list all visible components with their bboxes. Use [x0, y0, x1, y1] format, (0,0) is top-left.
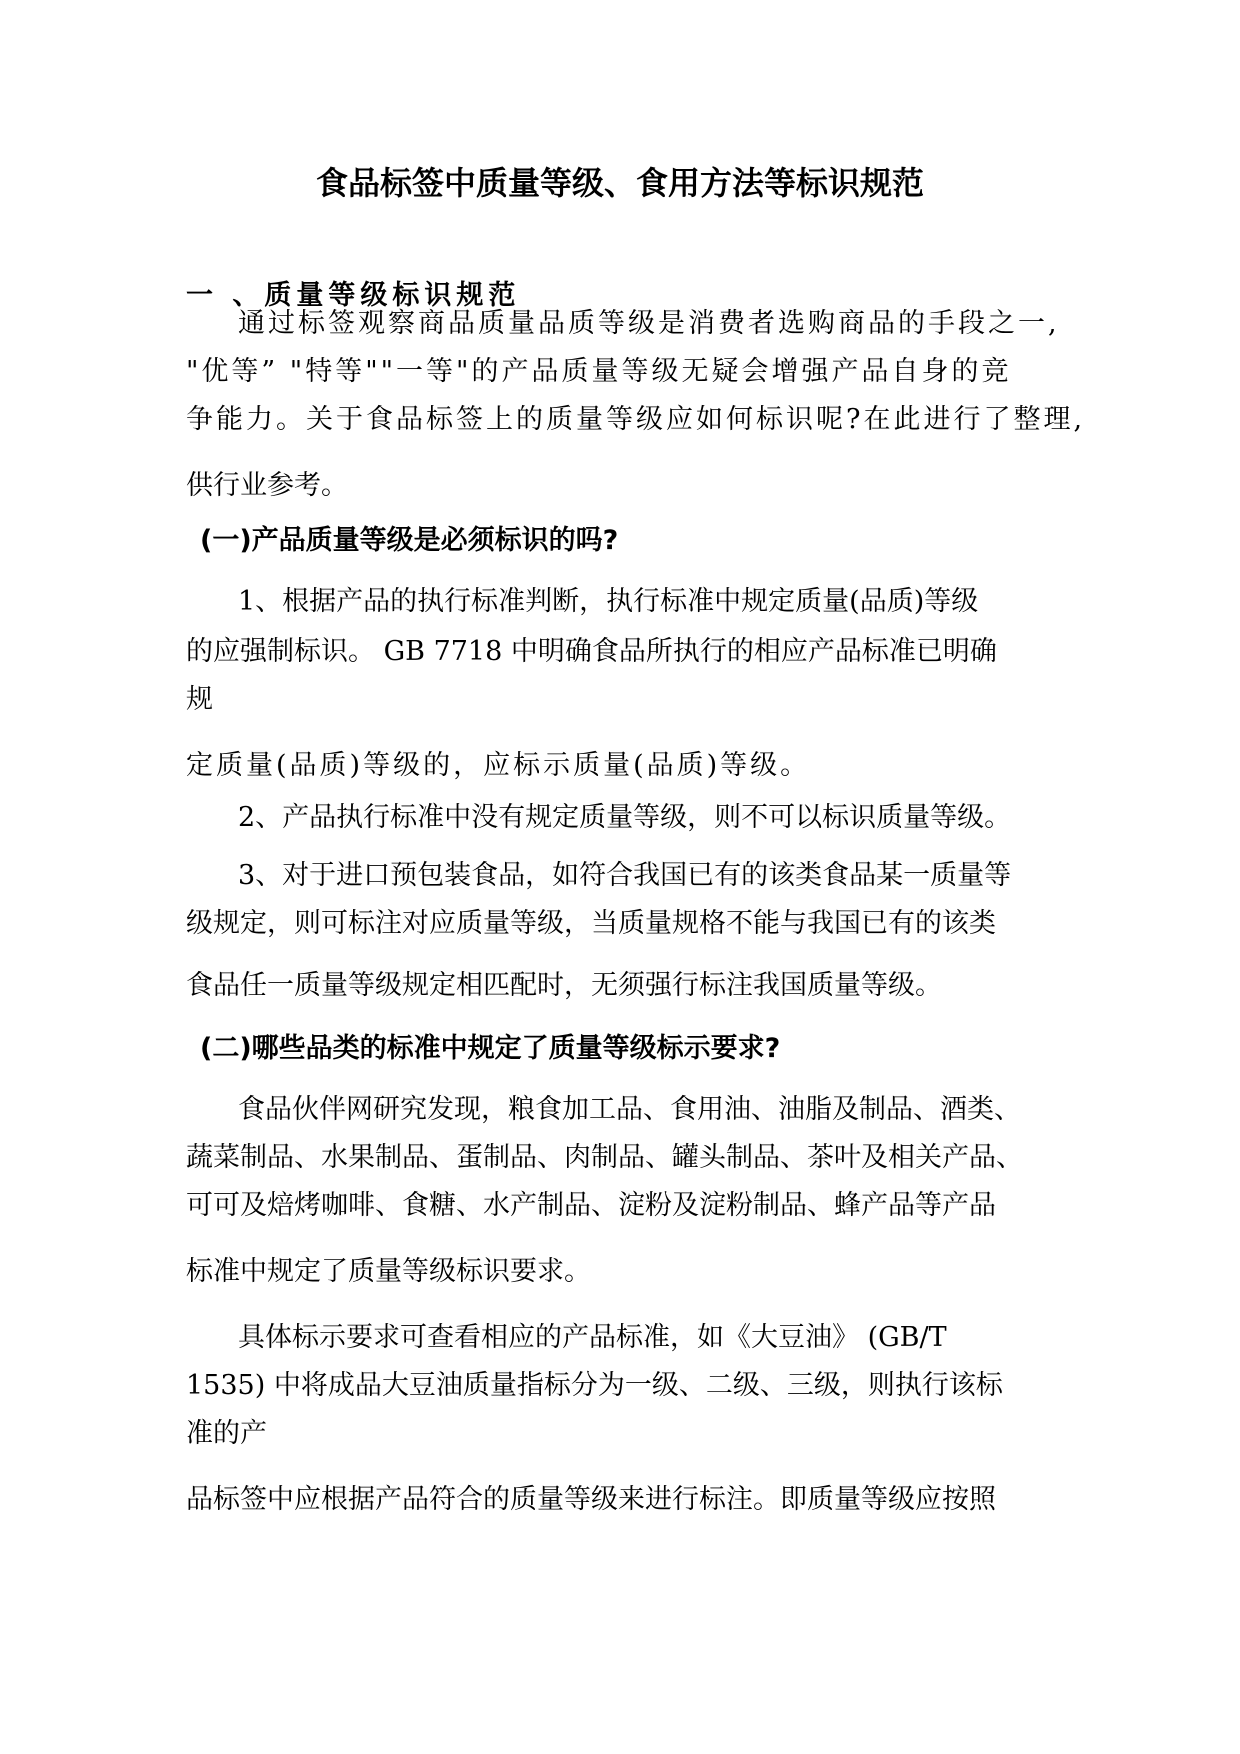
- paragraph-line: 规: [186, 684, 213, 715]
- paragraph-line: 食品伙伴网研究发现，粮食加工品、食用油、油脂及制品、酒类、: [238, 1094, 1021, 1125]
- paragraph-line: 供行业参考。: [186, 470, 348, 501]
- subsection-heading-q1: (一)产品质量等级是必须标识的吗?: [200, 525, 619, 556]
- paragraph-line: 具体标示要求可查看相应的产品标准，如《大豆油》 (GB/T: [238, 1322, 947, 1353]
- paragraph-line: 争能力。关于食品标签上的质量等级应如何标识呢?在此进行了整理,: [186, 404, 1086, 435]
- paragraph-line: 食品任一质量等级规定相匹配时，无须强行标注我国质量等级。: [186, 970, 942, 1001]
- paragraph-line: 1535) 中将成品大豆油质量指标分为一级、二级、三级，则执行该标: [186, 1370, 1003, 1401]
- paragraph-line: 准的产: [186, 1418, 267, 1449]
- subsection-heading-q2: (二)哪些品类的标准中规定了质量等级标示要求?: [200, 1033, 781, 1064]
- paragraph-line: 蔬菜制品、水果制品、蛋制品、肉制品、罐头制品、茶叶及相关产品、: [186, 1142, 1023, 1173]
- document-title: 食品标签中质量等级、食用方法等标识规范: [315, 164, 924, 202]
- paragraph-line: "优等” "特等""一等"的产品质量等级无疑会增强产品自身的竞: [186, 356, 1012, 387]
- paragraph-line: 的应强制标识。 GB 7718 中明确食品所执行的相应产品标准已明确: [186, 636, 997, 667]
- section-heading-quality-grade: 一 、质量等级标识规范: [186, 280, 521, 311]
- paragraph-line: 级规定，则可标注对应质量等级，当质量规格不能与我国已有的该类: [186, 908, 996, 939]
- paragraph-line: 通过标签观察商品质量品质等级是消费者选购商品的手段之一,: [238, 308, 1060, 339]
- paragraph-line: 品标签中应根据产品符合的质量等级来进行标注。即质量等级应按照: [186, 1484, 996, 1515]
- paragraph-line: 1、根据产品的执行标准判断，执行标准中规定质量(品质)等级: [238, 586, 979, 617]
- paragraph-line: 3、对于进口预包装食品，如符合我国已有的该类食品某一质量等: [238, 860, 1012, 891]
- paragraph-line: 定质量(品质)等级的，应标示质量(品质)等级。: [186, 750, 811, 781]
- paragraph-line: 可可及焙烤咖啡、食糖、水产制品、淀粉及淀粉制品、蜂产品等产品: [186, 1190, 996, 1221]
- paragraph-line: 标准中规定了质量等级标识要求。: [186, 1256, 591, 1287]
- paragraph-line: 2、产品执行标准中没有规定质量等级，则不可以标识质量等级。: [238, 802, 1012, 833]
